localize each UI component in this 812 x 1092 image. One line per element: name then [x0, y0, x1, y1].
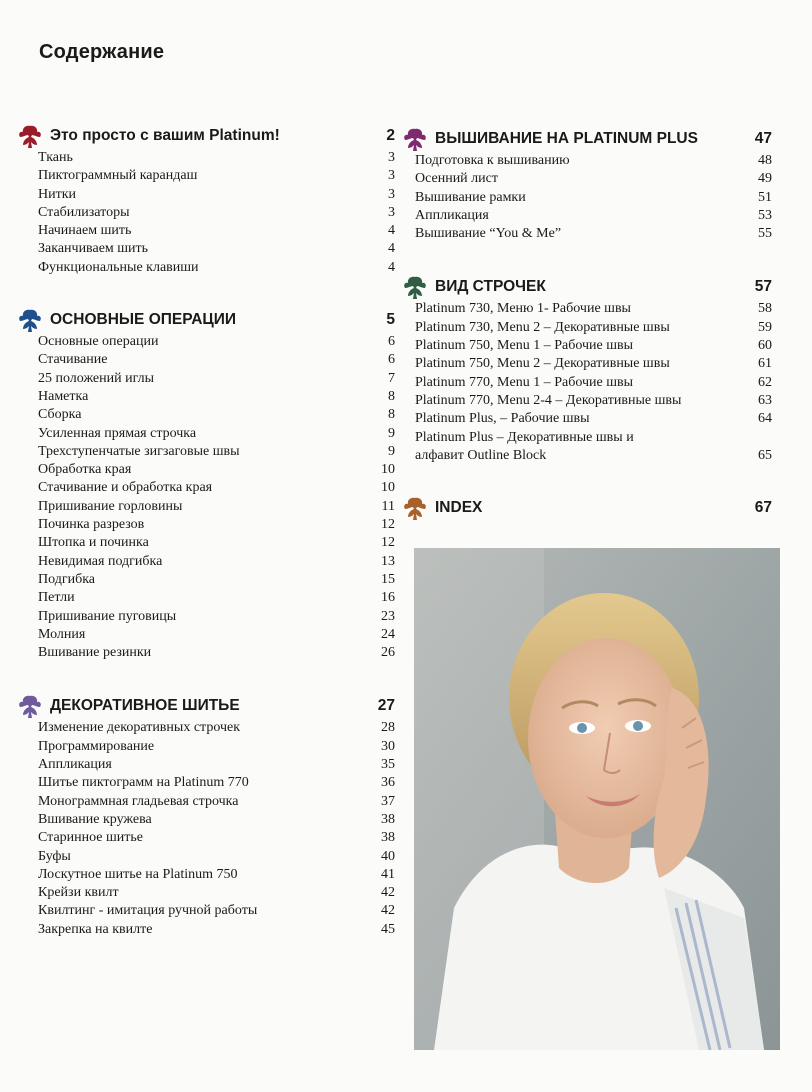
toc-entry[interactable]: Квилтинг - имитация ручной работы 42 [38, 903, 395, 919]
toc-entry[interactable]: Начинаем шить 4 [38, 223, 395, 239]
toc-entry[interactable]: Platinum 770, Menu 1 – Рабочие швы 62 [415, 374, 772, 390]
toc-entry[interactable]: Подгибка 15 [38, 571, 395, 587]
toc-entry[interactable]: Лоскутное шитье на Platinum 750 41 [38, 866, 395, 882]
toc-entry[interactable]: Программирование 30 [38, 738, 395, 754]
section-page-number: 2 [386, 127, 395, 144]
entry-list [17, 719, 395, 939]
toc-entry[interactable]: Platinum Plus – Декоративные швы и [415, 429, 634, 445]
toc-entry[interactable]: Функциональные клавиши 4 [38, 259, 395, 275]
toc-section-decorative [17, 693, 395, 939]
toc-entry[interactable]: Шитье пиктограмм на Platinum 770 36 [38, 775, 395, 791]
toc-section-stitches [402, 274, 772, 465]
toc-entry[interactable]: Вышивание “You & Me” 55 [415, 226, 772, 242]
section-heading[interactable] [17, 307, 395, 333]
toc-entry[interactable]: Монограммная гладьевая строчка 37 [38, 793, 395, 809]
section-title: ВИД СТРОЧЕК [435, 278, 546, 296]
toc-entry[interactable]: Починка разрезов 12 [38, 517, 395, 533]
toc-entry[interactable]: Platinum 730, Меню 1- Рабочие швы 58 [415, 301, 772, 317]
entry-list [402, 300, 772, 465]
toc-entry[interactable]: Стачивание и обработка края 10 [38, 480, 395, 496]
leaf-icon [402, 495, 428, 521]
section-title: ОСНОВНЫЕ ОПЕРАЦИИ [50, 311, 237, 329]
toc-entry[interactable]: Невидимая подгибка 13 [38, 553, 395, 569]
toc-entry[interactable]: Закрепка на квилте 45 [38, 921, 395, 937]
toc-entry[interactable]: Заканчиваем шить 4 [38, 241, 395, 257]
toc-entry[interactable]: Старинное шитье 38 [38, 830, 395, 846]
leaf-icon [402, 274, 428, 300]
toc-entry[interactable]: Аппликация 53 [415, 207, 772, 223]
section-heading[interactable] [17, 693, 395, 719]
section-heading[interactable] [402, 274, 772, 300]
section-title: ДЕКОРАТИВНОЕ ШИТЬЕ [50, 697, 240, 715]
toc-entry[interactable]: Трехступенчатые зигзаговые швы 9 [38, 443, 395, 459]
leaf-icon [17, 123, 43, 149]
toc-entry[interactable]: Пришивание горловины 11 [38, 498, 395, 514]
section-title: INDEX [435, 499, 483, 517]
toc-entry[interactable]: Изменение декоративных строчек 28 [38, 720, 395, 736]
entry-list [17, 333, 395, 662]
portrait-photo [414, 548, 780, 1050]
toc-section-basic-operations [17, 307, 395, 662]
toc-entry[interactable]: Platinum Plus, – Рабочие швы 64 [415, 411, 772, 427]
section-page-number: 67 [754, 499, 772, 517]
toc-right-column [402, 126, 772, 521]
section-page-number: 27 [377, 697, 395, 715]
toc-entry[interactable]: Стабилизаторы 3 [38, 204, 395, 220]
section-title: ВЫШИВАНИЕ НА PLATINUM PLUS [435, 130, 698, 147]
toc-section-index [402, 495, 772, 521]
toc-entry[interactable]: Подготовка к вышиванию 48 [415, 153, 772, 168]
toc-entry[interactable]: Вшивание резинки 26 [38, 645, 395, 661]
toc-entry[interactable]: Буфы 40 [38, 848, 395, 864]
toc-left-column [17, 123, 395, 939]
section-heading[interactable] [402, 495, 772, 521]
section-page-number: 47 [754, 130, 772, 147]
toc-entry[interactable]: Platinum 750, Menu 2 – Декоративные швы 61 [415, 356, 772, 372]
toc-entry[interactable]: Усиленная прямая строчка 9 [38, 425, 395, 441]
section-title: Это просто с вашим Platinum! [50, 127, 280, 144]
toc-entry[interactable]: Platinum 730, Menu 2 – Декоративные швы 59 [415, 319, 772, 335]
toc-entry[interactable]: Вшивание кружева 38 [38, 811, 395, 827]
toc-entry[interactable]: Петли 16 [38, 590, 395, 606]
toc-entry[interactable]: Вышивание рамки 51 [415, 189, 772, 205]
toc-entry[interactable]: Сборка 8 [38, 407, 395, 423]
toc-entry[interactable]: Пришивание пуговицы 23 [38, 608, 395, 624]
toc-entry[interactable]: Крейзи квилт 42 [38, 885, 395, 901]
leaf-icon [402, 126, 428, 152]
toc-entry[interactable]: Молния 24 [38, 626, 395, 642]
toc-section-embroidery [402, 126, 772, 243]
toc-section-basics [17, 123, 395, 277]
toc-entry[interactable]: алфавит Outline Block 65 [415, 447, 772, 463]
toc-entry[interactable]: Штопка и починка 12 [38, 535, 395, 551]
section-page-number: 5 [386, 311, 395, 329]
toc-entry[interactable]: Наметка 8 [38, 388, 395, 404]
section-heading[interactable] [17, 123, 395, 149]
toc-entry[interactable]: Пиктограммный карандаш 3 [38, 168, 395, 184]
toc-entry[interactable]: Нитки 3 [38, 186, 395, 202]
toc-entry[interactable]: Platinum 770, Menu 2-4 – Декоративные швы 63 [415, 392, 772, 408]
toc-entry[interactable]: 25 положений иглы 7 [38, 370, 395, 386]
leaf-icon [17, 307, 43, 333]
toc-entry[interactable]: Platinum 750, Menu 1 – Рабочие швы 60 [415, 338, 772, 354]
toc-entry[interactable]: Обработка края 10 [38, 462, 395, 478]
toc-entry[interactable]: Осенний лист 49 [415, 171, 772, 187]
section-heading[interactable] [402, 126, 772, 152]
section-page-number: 57 [754, 278, 772, 296]
entry-list [17, 149, 395, 277]
entry-list [402, 152, 772, 243]
toc-entry[interactable]: Стачивание 6 [38, 352, 395, 368]
leaf-icon [17, 693, 43, 719]
toc-entry[interactable]: Аппликация 35 [38, 757, 395, 773]
page-title: Содержание [39, 41, 165, 63]
toc-entry[interactable]: Основные операции 6 [38, 334, 395, 350]
toc-entry[interactable]: Ткань 3 [38, 150, 395, 165]
